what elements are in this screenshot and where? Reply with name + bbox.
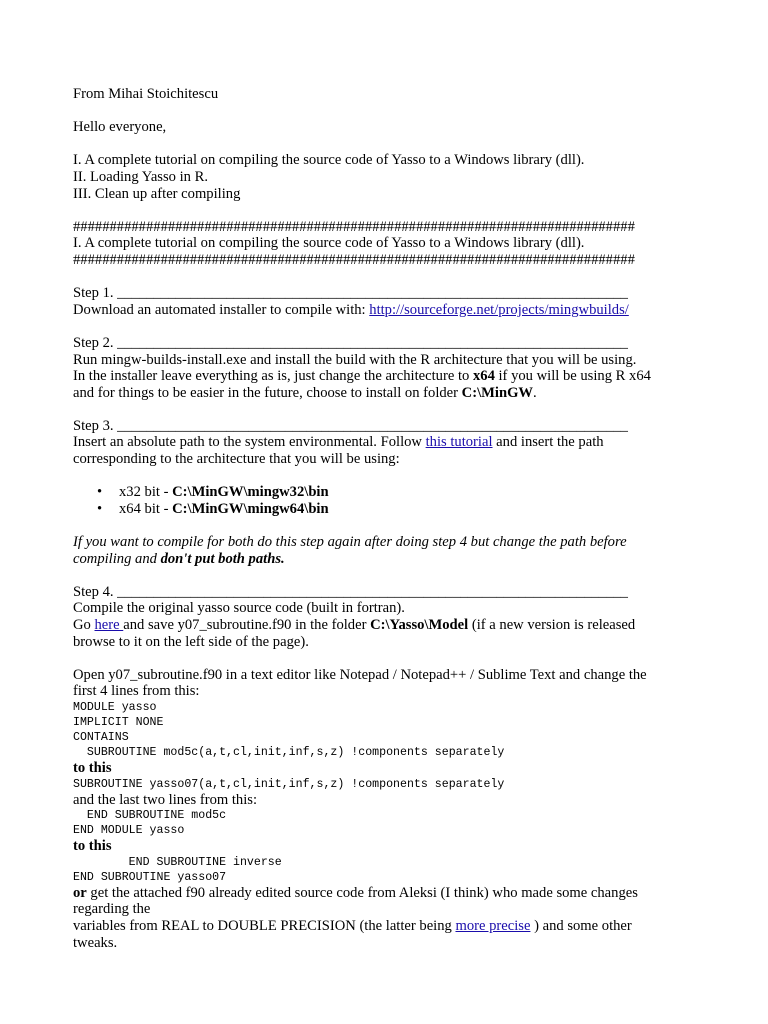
step2-line2-text: In the installer leave everything as is, just change the architecture to	[73, 368, 473, 385]
step2-line2-tail: if you will be using R x64	[494, 368, 651, 385]
toc-item: II. Loading Yasso in R.	[73, 168, 208, 185]
step2-line3-tail: .	[533, 384, 537, 401]
path-bullet-list	[73, 484, 733, 517]
to-this-label	[73, 760, 733, 777]
step4-header: Step 4. ______________________________________________________________________	[73, 583, 628, 600]
greeting: Hello everyone,	[73, 119, 167, 136]
step2-header: Step 2. ______________________________________________________________________	[73, 334, 628, 351]
or-bold: or	[73, 884, 87, 901]
code-block-new-head: SUBROUTINE yasso07(a,t,cl,init,inf,s,z) !components separately	[73, 777, 505, 791]
step2-line1: Run mingw-builds-install.exe and install the build with the R architecture that you will be using.	[73, 351, 637, 368]
tweaks-line: tweaks.	[73, 934, 118, 951]
toc-item: I. A complete tutorial on compiling the source code of Yasso to a Windows library (dll).	[73, 152, 585, 169]
step3-note-line1: If you want to compile for both do this step again after doing step 4 but change the path before	[73, 534, 627, 551]
variables-text: variables from REAL to DOUBLE PRECISION (the latter being	[73, 917, 456, 934]
regarding-line: regarding the	[73, 901, 151, 918]
step2-line3	[73, 385, 733, 402]
code-block-new-tail: END SUBROUTINE inverse END SUBROUTINE yasso07	[73, 855, 282, 884]
more-precise-link[interactable]: more precise	[455, 917, 531, 934]
step4-line2	[73, 617, 733, 634]
bullet-path: C:\MinGW\mingw32\bin	[172, 484, 329, 501]
document-page	[73, 86, 733, 951]
this-tutorial-link[interactable]: this tutorial	[425, 434, 493, 451]
step4-line3: browse to it on the left side of the page).	[73, 633, 309, 650]
step1-text-label: Download an automated installer to compile with:	[73, 301, 370, 318]
bullet-icon: •	[97, 500, 103, 517]
section-title: I. A complete tutorial on compiling the source code of Yasso to a Windows library (dll).	[73, 235, 585, 252]
to-this-label	[73, 838, 733, 855]
step3-note-line2	[73, 551, 733, 568]
mingwbuilds-link[interactable]: http://sourceforge.net/projects/mingwbuilds/	[369, 301, 629, 318]
step3-note-text: compiling and	[73, 550, 161, 567]
step4-line2-tail: (if a new version is released	[468, 617, 636, 633]
step2-line2	[73, 368, 733, 385]
step3-header: Step 3. ______________________________________________________________________	[73, 417, 628, 434]
step3-line2: corresponding to the architecture that you will be using:	[73, 451, 400, 468]
or-line	[73, 885, 733, 902]
to-this-bold: to this	[73, 838, 112, 855]
from-line: From Mihai Stoichitescu	[73, 86, 219, 102]
or-line-text: get the attached f90 already edited source code from Aleksi (I think) who made some changes	[86, 884, 638, 901]
step3-line1	[73, 434, 733, 451]
step1-header: Step 1. ______________________________________________________________________	[73, 285, 628, 302]
code-block-original-head: MODULE yasso IMPLICIT NONE CONTAINS SUBROUTINE mod5c(a,t,cl,init,inf,s,z) !components separately	[73, 700, 505, 759]
last-two-lines-text: and the last two lines from this:	[73, 791, 258, 808]
mingw-folder-bold: C:\MinGW	[461, 384, 534, 401]
code-block-original-tail: END SUBROUTINE mod5c END MODULE yasso	[73, 809, 227, 838]
here-link[interactable]: here	[94, 617, 124, 633]
bullet-label: x64 bit -	[119, 500, 173, 517]
step4-line1: Compile the original yasso source code (built in fortran).	[73, 600, 405, 617]
step1-text	[73, 302, 733, 319]
to-this-bold: to this	[73, 759, 112, 776]
open-line2: first 4 lines from this:	[73, 683, 200, 700]
open-line1: Open y07_subroutine.f90 in a text editor like Notepad / Notepad++ / Sublime Text and change the	[73, 666, 647, 683]
yasso-model-folder-bold: C:\Yasso\Model	[370, 617, 469, 633]
toc-item: III. Clean up after compiling	[73, 185, 241, 202]
x64-bold: x64	[472, 368, 495, 385]
list-item	[73, 484, 733, 501]
hash-divider: #############################################################################	[73, 218, 635, 235]
step3-line1-tail: and insert the path	[492, 434, 604, 451]
step4-line2-mid: and save y07_subroutine.f90 in the folder	[123, 617, 371, 633]
list-item	[73, 501, 733, 518]
step2-line3-text: and for things to be easier in the future, choose to install on folder	[73, 384, 462, 401]
hash-divider: #############################################################################	[73, 251, 635, 268]
bullet-icon: •	[97, 484, 103, 501]
step3-line1-text: Insert an absolute path to the system environmental. Follow	[73, 434, 426, 451]
step3-note-bold: don't put both paths.	[160, 550, 285, 567]
step4-line2-text: Go	[73, 617, 95, 633]
bullet-path: C:\MinGW\mingw64\bin	[172, 500, 329, 517]
bullet-label: x32 bit -	[119, 484, 173, 501]
variables-line	[73, 918, 733, 935]
variables-tail: ) and some other	[530, 917, 632, 934]
